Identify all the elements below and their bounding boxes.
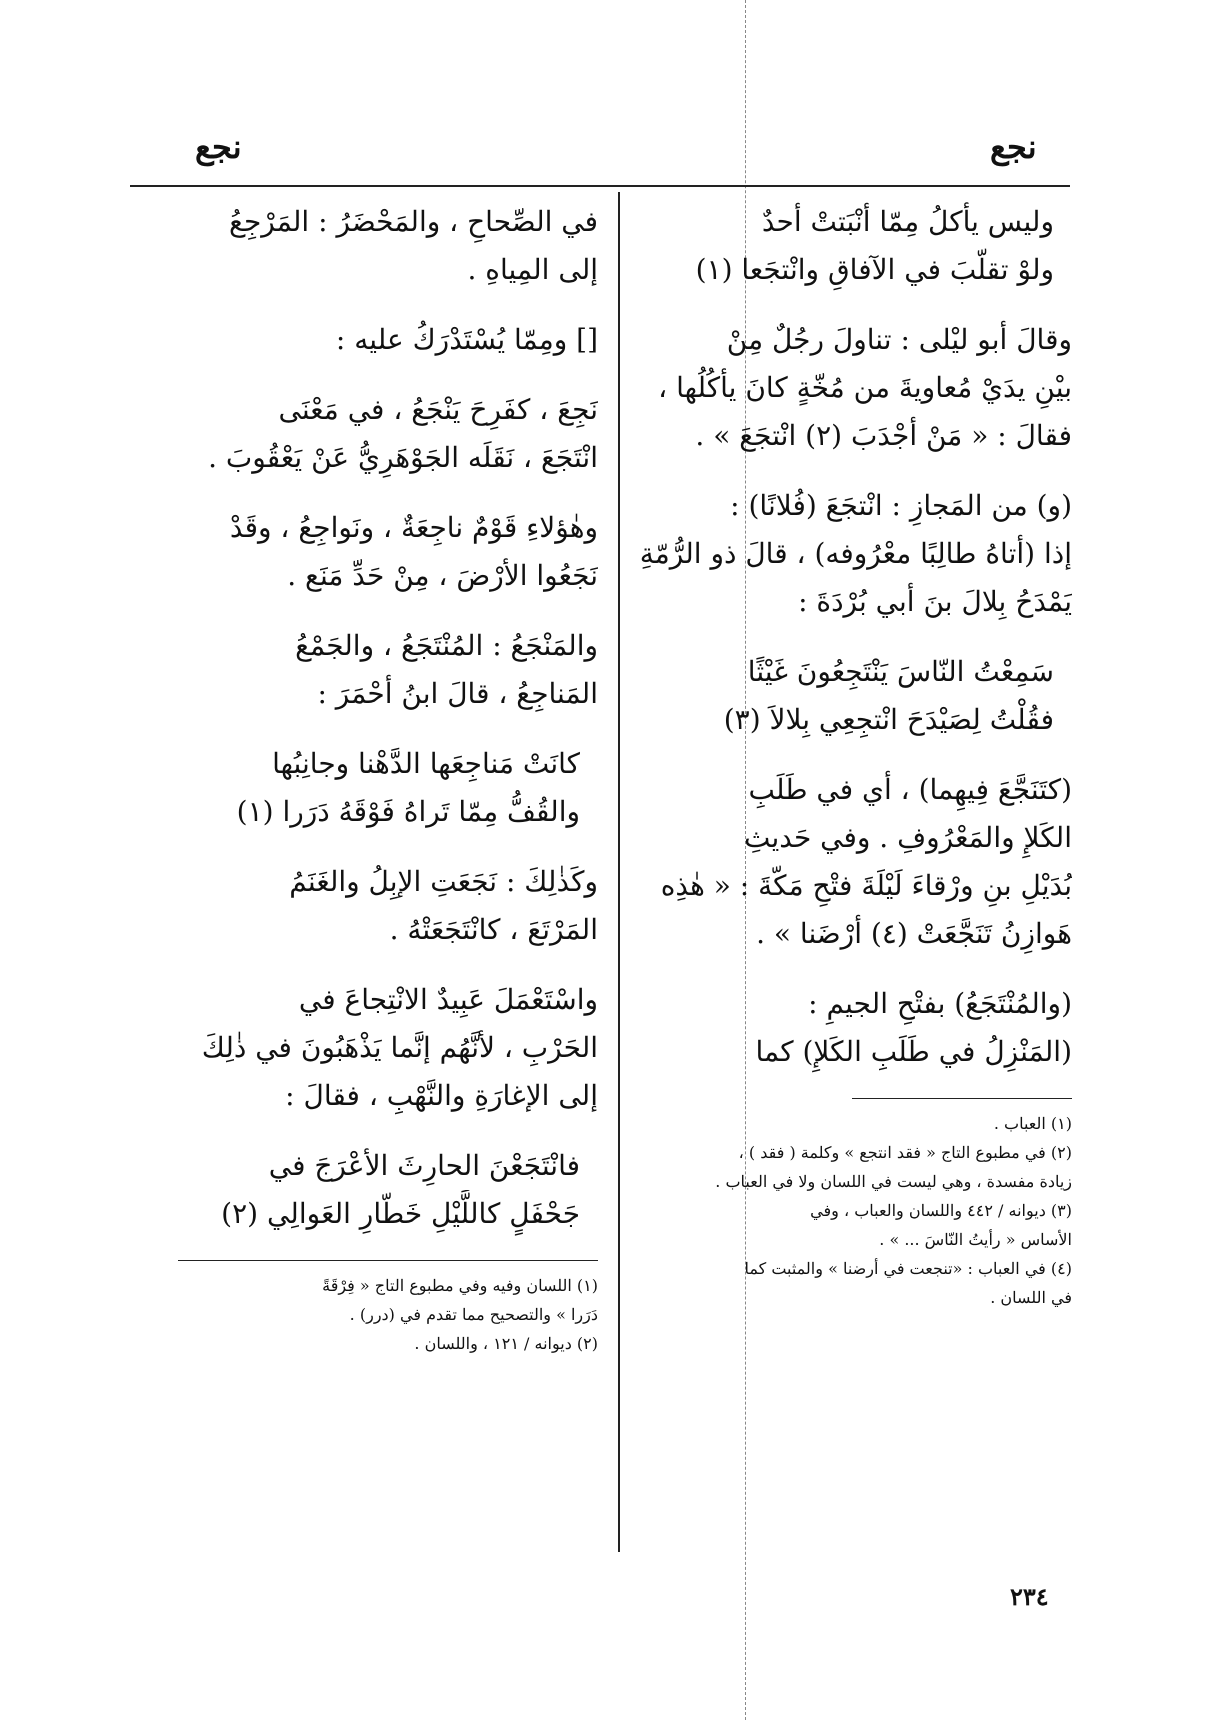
footnotes [140, 1271, 598, 1358]
text-line: بيْنِ يدَيْ مُعاويةَ من مُخّةٍ كانَ يأكُلُها ، [658, 371, 1072, 404]
footnote-line: (٣) ديوانه / ٤٤٢ واللسان والعباب ، وفي [810, 1201, 1072, 1220]
paragraph [140, 622, 598, 718]
text-line: بُدَيْلِ بنِ ورْقاءَ لَيْلَةَ فتْحِ مَكّةَ : « هٰذِه [660, 869, 1072, 902]
text-line: (كتَنَجَّعَ فِيهِما) ، أي في طَلَبِ [748, 773, 1072, 806]
text-line: نَجِعَ ، كفَرِحَ يَنْجَعُ ، في مَعْنَى [278, 393, 598, 426]
column-divider [618, 192, 620, 1552]
text-line: (و) من المَجازِ : انْتجَعَ (فُلانًا) : [730, 489, 1072, 522]
text-line: جَحْفَلٍ كاللَّيْلِ خَطّارِ العَوالِي (٢) [221, 1197, 580, 1230]
footnote-line: في اللسان . [990, 1288, 1072, 1307]
paragraph [140, 976, 598, 1120]
footnote-line: الأساس « رأيتُ النّاسَ ... » . [879, 1230, 1072, 1249]
footnote-rule [852, 1098, 1072, 1099]
paragraph [640, 980, 1072, 1076]
text-line: وهٰؤلاءِ قَوْمٌ ناجِعَةٌ ، ونَواجِعُ ، وقَدْ [229, 511, 598, 544]
text-line: انْتَجَعَ ، نَقَلَه الجَوْهَرِيُّ عَنْ يَعْقُوبَ . [208, 441, 598, 474]
text-line: في الصِّحاحِ ، والمَحْضَرُ : المَرْجِعُ [229, 205, 598, 238]
footnote-rule [178, 1260, 598, 1261]
verse-block [640, 198, 1072, 294]
verse-block [140, 1142, 598, 1238]
text-line: وليس يأكلُ مِمّا أنْبَتتْ أحدٌ [761, 205, 1054, 238]
footnote-line: زيادة مفسدة ، وهي ليست في اللسان ولا في العباب . [715, 1172, 1072, 1191]
paragraph [140, 504, 598, 600]
text-line: والمَنْجَعُ : المُنْتَجَعُ ، والجَمْعُ [295, 629, 598, 662]
text-line: نَجَعُوا الأرْضَ ، مِنْ حَدِّ مَنَع . [287, 559, 598, 592]
text-line: فقالَ : « مَنْ أجْدَبَ (٢) انْتجَعَ » . [695, 419, 1072, 452]
right-column [640, 198, 1072, 1312]
text-line: وكَذٰلِكَ : نَجَعَتِ الإبِلُ والغَنَمُ [289, 865, 598, 898]
text-line: (المَنْزِلُ في طَلَبِ الكَلإِ) كما [755, 1035, 1072, 1068]
text-line: المَناجِعُ ، قالَ ابنُ أحْمَرَ : [317, 677, 598, 710]
paragraph [140, 316, 598, 364]
left-column [140, 198, 598, 1358]
footnote-line: (٤) في العباب : «تنجعت في أرضنا » والمثبت كما [744, 1259, 1072, 1278]
text-line: إلى الإغارَةِ والنَّهْبِ ، فقالَ : [285, 1079, 598, 1112]
paragraph [140, 858, 598, 954]
text-line: فقُلْتُ لِصَيْدَحَ انْتجِعِي بِلالاَ (٣) [723, 703, 1054, 736]
text-line: وقالَ أبو ليْلى : تناولَ رجُلٌ مِنْ [726, 323, 1072, 356]
paragraph [640, 766, 1072, 958]
paragraph [140, 198, 598, 294]
footnote-line: دَرَرا » والتصحيح مما تقدم في (درر) . [349, 1305, 598, 1324]
verse-block [640, 648, 1072, 744]
text-line: إذا (أتاهُ طالِبًا معْرُوفه) ، قالَ ذو الرُّمّةِ [640, 537, 1072, 570]
page-number: ٢٣٤ [1010, 1582, 1049, 1611]
footnote-line: (١) اللسان وفيه وفي مطبوع التاج « فِرْقَةً [322, 1276, 598, 1295]
paragraph [640, 482, 1072, 626]
footnote-line: (٢) ديوانه / ١٢١ ، واللسان . [414, 1334, 598, 1353]
header-rule [130, 185, 1070, 187]
header-word-left: نجع [195, 128, 242, 166]
text-line: (والمُنْتَجَعُ) بفتْحِ الجيمِ : [808, 987, 1072, 1020]
text-line: واسْتَعْمَلَ عَبِيدٌ الانْتِجاعَ في [298, 983, 598, 1016]
verse-block [140, 740, 598, 836]
footnotes [640, 1109, 1072, 1312]
text-line: فانْتَجَعْنَ الحارِثَ الأعْرَجَ في [268, 1149, 580, 1182]
header-word-right: نجع [990, 128, 1037, 166]
footnote-line: (١) العباب . [993, 1114, 1072, 1133]
text-line: هَوازِنُ تَنَجَّعَتْ (٤) أرْضَنا » . [756, 917, 1072, 950]
text-line: كانَتْ مَناجِعَها الدَّهْنا وجانِبُها [272, 747, 580, 780]
text-line: والقُفُّ مِمّا تَراهُ فَوْقَهُ دَرَرا (١) [236, 795, 580, 828]
text-line: ولوْ تقلّبَ في الآفاقِ وانْتجَعا (١) [695, 253, 1054, 286]
text-line: إلى المِياهِ . [467, 253, 598, 286]
paragraph [640, 316, 1072, 460]
footnote-line: (٢) في مطبوع التاج « فقد انتجع » وكلمة ( فقد ) ، [738, 1143, 1072, 1162]
text-line: المَرْتَعَ ، كانْتَجَعَتْهُ . [389, 913, 598, 946]
text-line: الحَرْبِ ، لأنَّهُم إنَّما يَذْهَبُونَ في ذٰلِكَ [201, 1031, 598, 1064]
text-line: الكَلإِ والمَعْرُوفِ . وفي حَديثِ [743, 821, 1072, 854]
text-line: يَمْدَحُ بِلالَ بنَ أبي بُرْدَةَ : [798, 585, 1072, 618]
paragraph [140, 386, 598, 482]
text-line: [] ومِمّا يُسْتَدْرَكُ عليه : [335, 323, 598, 356]
text-line: سَمِعْتُ النّاسَ يَنْتَجِعُونَ غَيْثًا [747, 655, 1054, 688]
